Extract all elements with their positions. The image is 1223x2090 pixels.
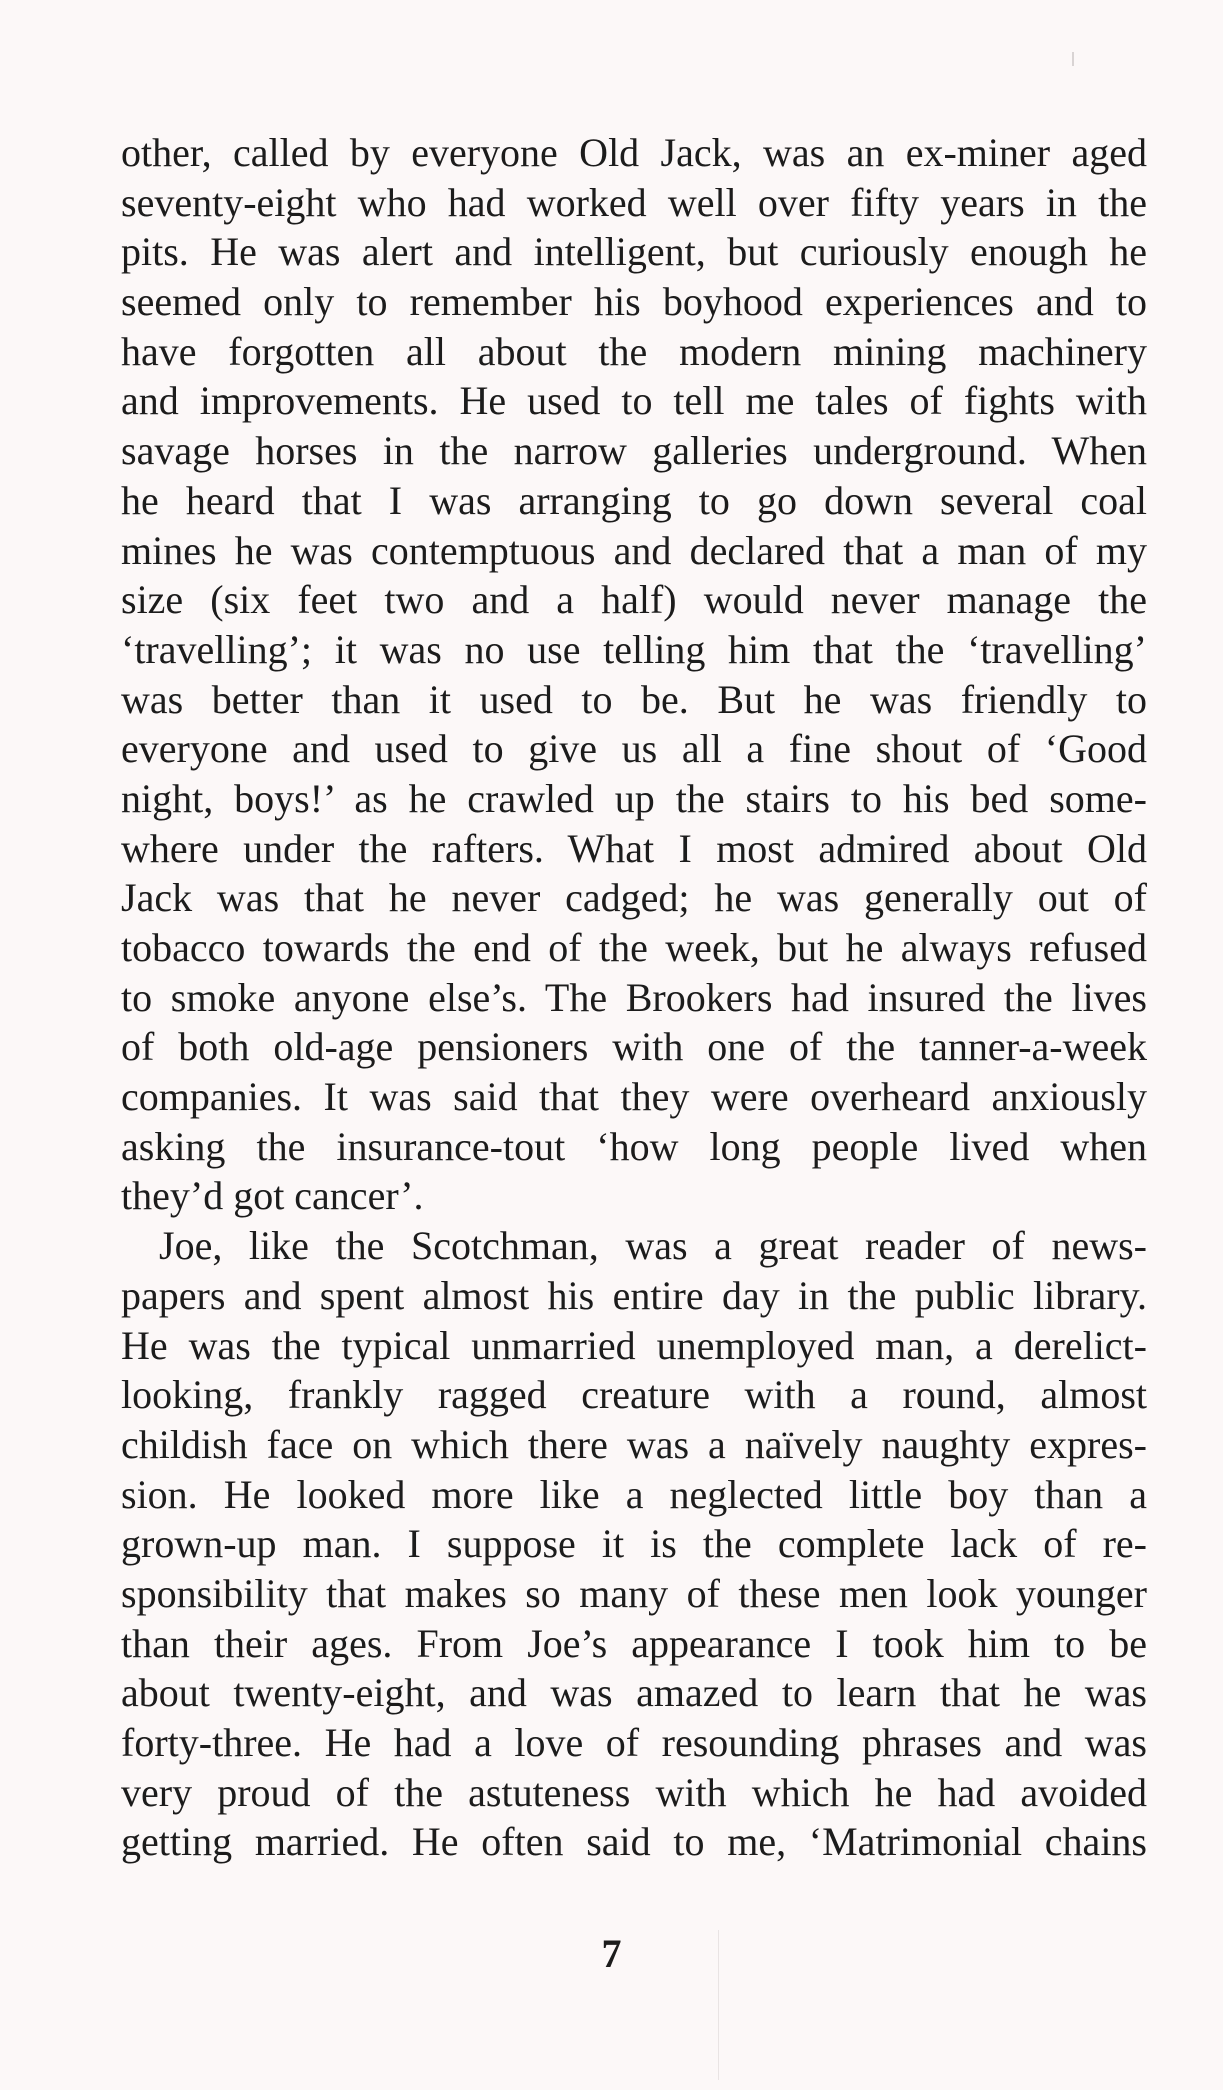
text-line: papers and spent almost his entire day in the public library. [121,1272,1147,1318]
body-text [121,128,1147,1867]
text-line: about twenty-eight, and was amazed to learn that he was [121,1670,1147,1716]
scan-speck [1072,52,1074,66]
text-line: grown-up man. I suppose it is the complete lack of re- [121,1521,1147,1567]
text-line: getting married. He often said to me, ‘Matrimonial chains [121,1819,1147,1865]
text-line: companies. It was said that they were overheard anxiously [121,1074,1147,1120]
text-line: Jack was that he never cadged; he was generally out of [121,875,1147,921]
text-line: to smoke anyone else’s. The Brookers had insured the lives [121,974,1147,1020]
page-number: 7 [601,1931,622,1976]
paragraph-start-line: Joe, like the Scotchman, was a great reader of news- [159,1223,1147,1269]
text-line: looking, frankly ragged creature with a round, almost [121,1372,1147,1418]
text-line: childish face on which there was a naïvely naughty expres- [121,1421,1147,1467]
text-line: tobacco towards the end of the week, but he always refused [121,925,1147,970]
text-line: He was the typical unmarried unemployed man, a derelict- [121,1322,1147,1368]
text-line: seventy-eight who had worked well over fifty years in the [121,179,1147,225]
text-line: and improvements. He used to tell me tales of fights with [121,378,1147,424]
text-line: have forgotten all about the modern mining machinery [121,328,1147,374]
text-line: sponsibility that makes so many of these men look younger [121,1570,1147,1616]
text-line: forty-three. He had a love of resounding phrases and was [121,1720,1147,1765]
text-line: night, boys!’ as he crawled up the stairs to his bed some- [121,775,1147,821]
text-line: of both old-age pensioners with one of the tanner-a-week [121,1024,1147,1070]
text-line: very proud of the astuteness with which he had avoided [121,1769,1147,1815]
text-line: sion. He looked more like a neglected little boy than a [121,1471,1147,1517]
text-line: asking the insurance-tout ‘how long people lived when [121,1123,1147,1169]
text-line: pits. He was alert and intelligent, but curiously enough he [121,229,1147,275]
text-line: everyone and used to give us all a fine shout of ‘Good [121,726,1147,772]
text-line: seemed only to remember his boyhood experiences and to [121,279,1147,325]
text-line: size (six feet two and a half) would never manage the [121,577,1147,623]
paragraph-end-line: they’d got cancer’. [121,1173,424,1219]
text-line: was better than it used to be. But he was friendly to [121,676,1147,722]
text-line: other, called by everyone Old Jack, was an ex-miner aged [121,130,1147,175]
text-line: savage horses in the narrow galleries underground. When [121,428,1147,474]
text-line: he heard that I was arranging to go down several coal [121,477,1147,523]
text-line: where under the rafters. What I most admired about Old [121,825,1147,871]
text-line: than their ages. From Joe’s appearance I took him to be [121,1620,1147,1666]
text-line: mines he was contemptuous and declared that a man of my [121,527,1147,573]
text-line: ‘travelling’; it was no use telling him that the ‘travelling’ [121,626,1147,672]
